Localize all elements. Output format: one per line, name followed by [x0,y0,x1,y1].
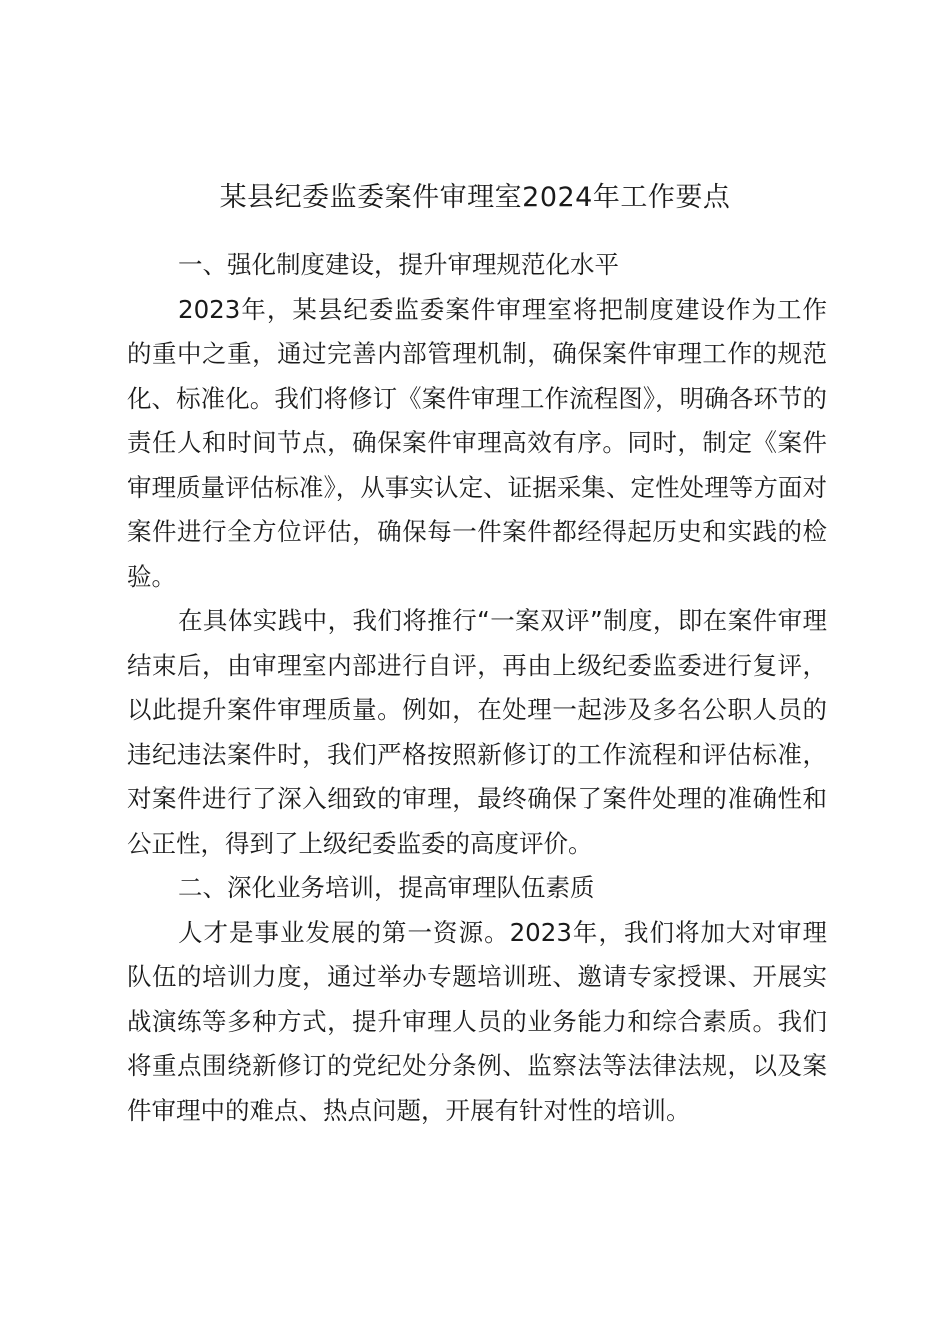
body-paragraph-1: 2023年，某县纪委监委案件审理室将把制度建设作为工作的重中之重，通过完善内部管理机制，确保案件审理工作的规范化、标准化。我们将修订《案件审理工作流程图》，明确各环节的责任人和时间节点，确保案件审理高效有序。同时，制定《案件审理质量评估标准》，从事实认定、证据采集、定性处理等方面对案件进行全方位评估，确保每一件案件都经得起历史和实践的检验。 [127,294,827,591]
document-title: 某县纪委监委案件审理室2024年工作要点 [219,182,731,213]
body-paragraph-2: 在具体实践中，我们将推行“一案双评”制度，即在案件审理结束后，由审理室内部进行自评，再由上级纪委监委进行复评，以此提升案件审理质量。例如，在处理一起涉及多名公职人员的违纪违法案件时，我们严格按照新修订的工作流程和评估标准，对案件进行了深入细致的审理，最终确保了案件处理的准确性和公正性，得到了上级纪委监委的高度评价。 [127,606,827,858]
body-paragraph-3: 人才是事业发展的第一资源。2023年，我们将加大对审理队伍的培训力度，通过举办专题培训班、邀请专家授课、开展实战演练等多种方式，提升审理人员的业务能力和综合素质。我们将重点围绕新修订的党纪处分条例、监察法等法律法规，以及案件审理中的难点、热点问题，开展有针对性的培训。 [127,917,827,1125]
section-heading-2: 二、深化业务培训，提高审理队伍素质 [178,873,595,902]
section-heading-1: 一、强化制度建设，提升审理规范化水平 [178,250,619,279]
document-body [127,243,827,1133]
